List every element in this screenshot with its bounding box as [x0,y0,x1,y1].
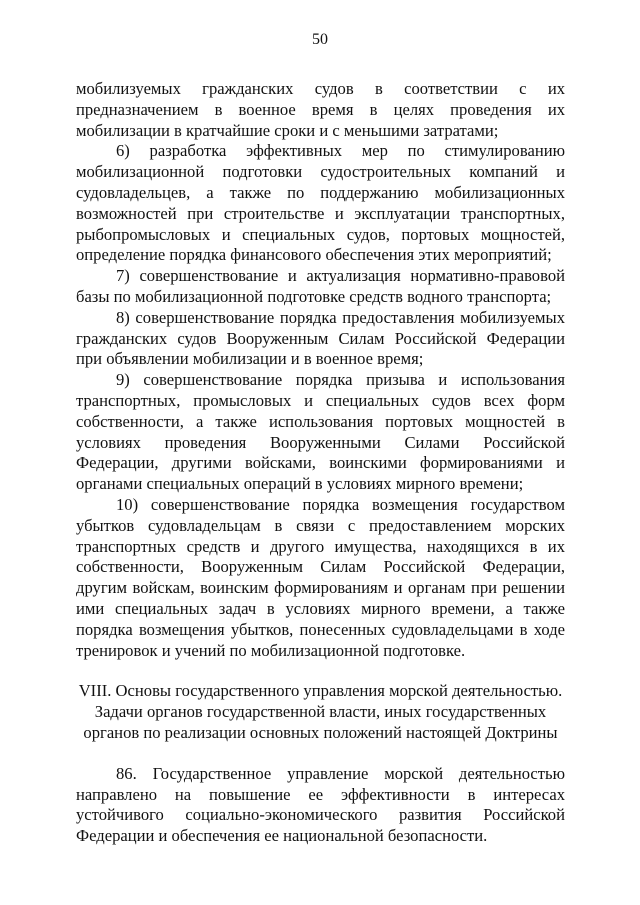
section-heading-line-3: органов по реализации основных положений настоящей Доктрины [83,722,558,742]
page-number: 50 [312,31,328,48]
list-item-7: 7) совершенствование и актуализация нормативно-правовой базы по мобилизационной подготовке средств водного транспорта; [76,266,565,306]
list-item-8: 8) совершенствование порядка предоставления мобилизуемых гражданских судов Вооруженным Силам Российской Федерации при объявлении мобилизации и в военное время; [76,307,565,369]
section-heading-line-1: VIII. Основы государственного управления морской деятельностью. [78,681,563,701]
document-body [76,79,565,847]
paragraph-continuation: мобилизуемых гражданских судов в соответствии с их предназначением в военное время в целях проведения их мобилизации в кратчайшие сроки и с меньшими затратами; [76,79,565,140]
spacer [76,661,565,681]
paragraph-86: 86. Государственное управление морской деятельностью направлено на повышение ее эффективности в интересах устойчивого социально-экономического развития Российской Федерации и обеспечения ее национальной безопасности. [76,763,565,846]
list-item-10: 10) совершенствование порядка возмещения государством убытков судовладельцам в связи с предоставлением морских транспортных средств и другого имущества, находящихся в их собственности, Вооруженным Силам Российской Федерации, другим войскам, воинским формированиям и органам при решении ими специальных задач в условиях мирного времени, а также порядка возмещения убытков, понесенных судовладельцами в ходе тренировок и учений по мобилизационной подготовке. [76,494,565,660]
spacer [76,744,565,764]
list-item-6: 6) разработка эффективных мер по стимулированию мобилизационной подготовки судостроительных компаний и судовладельцев, а также по поддержанию мобилизационных возможностей при строительстве и эксплуатации транспортных, рыбопромысловых и специальных судов, портовых мощностей, определение порядка финансового обеспечения этих мероприятий; [76,141,565,265]
section-heading-line-2: Задачи органов государственной власти, иных государственных [94,702,547,722]
list-item-9: 9) совершенствование порядка призыва и использования транспортных, промысловых и специальных судов всех форм собственности, а также использования портовых мощностей в условиях проведения Вооруженными Силами Российской Федерации, другими войсками, воинскими формированиями и органами специальных операций в условиях мирного времени; [76,370,565,494]
section-heading [76,681,565,743]
